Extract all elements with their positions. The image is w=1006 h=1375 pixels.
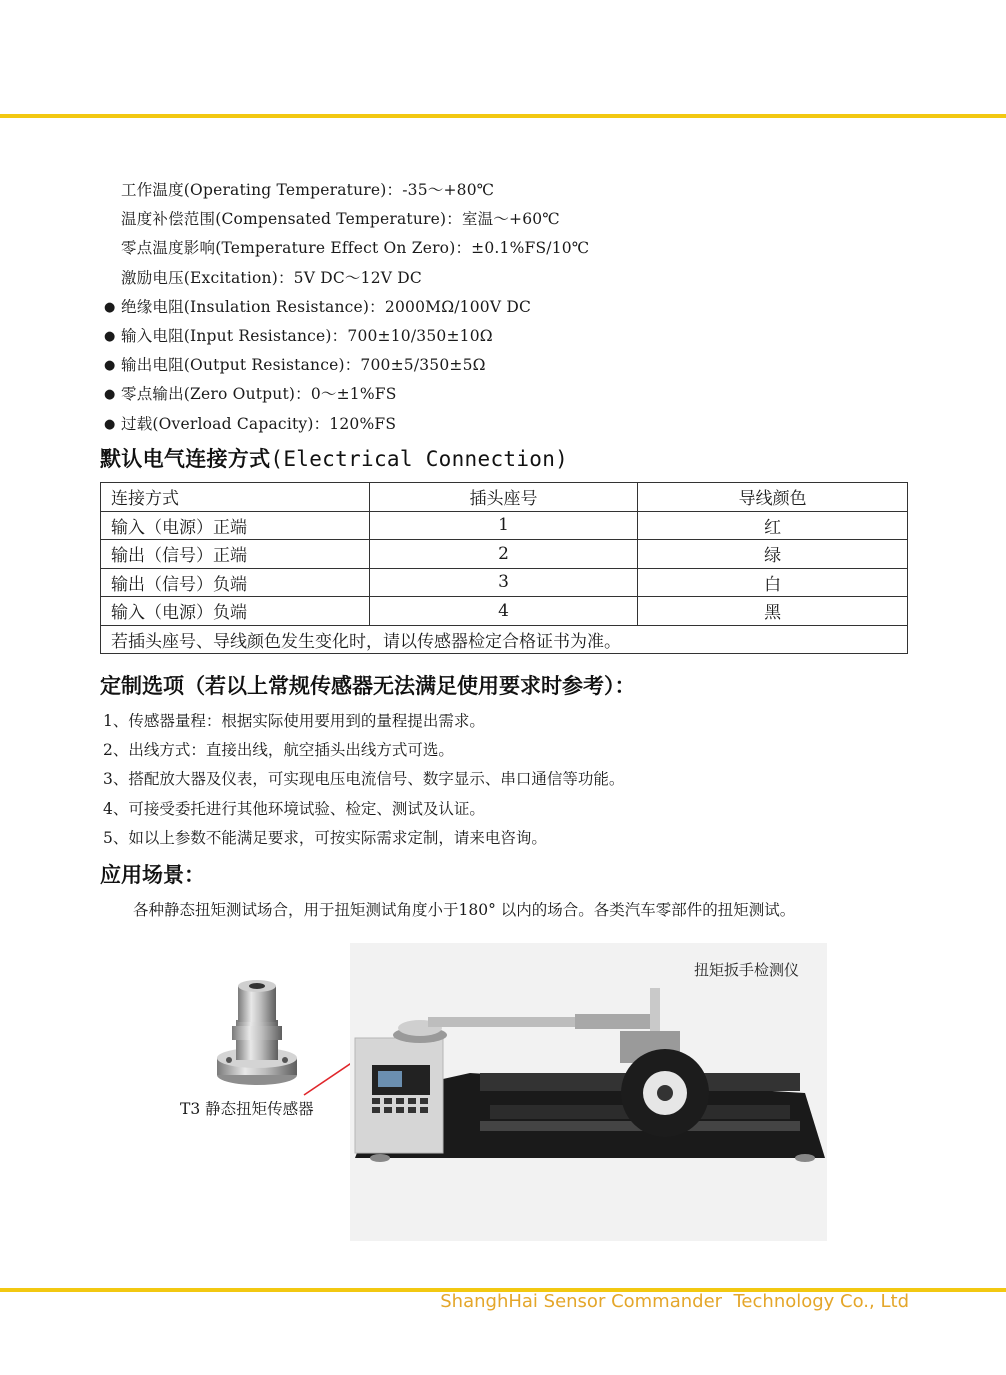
- spec-item: ● 绝缘电阻(Insulation Resistance)：2000MΩ/100V DC: [104, 293, 924, 322]
- table-note: 若插头座号、导线颜色发生变化时，请以传感器检定合格证书为准。: [101, 625, 908, 654]
- list-item: 3、搭配放大器及仪表，可实现电压电流信号、数字显示、串口通信等功能。: [103, 770, 625, 789]
- spec-item: 激励电压(Excitation)：5V DC～12V DC: [121, 268, 422, 287]
- table-cell: 红: [638, 511, 908, 540]
- spec-item: ● 输入电阻(Input Resistance)：700±10/350±10Ω: [104, 322, 924, 351]
- spec-item: ● 零点输出(Zero Output)：0～±1%FS: [104, 380, 924, 409]
- list-item: 2、出线方式：直接出线，航空插头出线方式可选。: [103, 741, 454, 760]
- bullet-icon: ●: [104, 328, 116, 344]
- table-row: [101, 540, 908, 569]
- table-note-row: [101, 625, 908, 654]
- sensor-caption: T3 静态扭矩传感器: [180, 1100, 314, 1118]
- table-cell: 黑: [638, 597, 908, 626]
- table-row: [101, 568, 908, 597]
- table-cell: 绿: [638, 540, 908, 569]
- table-cell: 2: [369, 540, 638, 569]
- spec-item: ● 过载(Overload Capacity)：120%FS: [104, 410, 924, 439]
- table-cell: 输入（电源）正端: [101, 511, 370, 540]
- table-cell: 输出（信号）负端: [101, 568, 370, 597]
- application-heading: 应用场景：: [100, 863, 205, 887]
- spec-item: 零点温度影响(Temperature Effect On Zero)：±0.1%FS/10℃: [121, 239, 590, 258]
- spec-item: ● 输出电阻(Output Resistance)：700±5/350±5Ω: [104, 351, 924, 380]
- list-item: 5、如以上参数不能满足要求，可按实际需求定制，请来电咨询。: [103, 828, 547, 847]
- column-header: 插头座号: [369, 483, 638, 512]
- torque-wrench-tester-photo: [350, 943, 827, 1241]
- tester-illustration: [350, 943, 827, 1241]
- bullet-icon: ●: [104, 416, 116, 432]
- list-item: 1、传感器量程：根据实际使用要用到的量程提出需求。: [103, 712, 485, 730]
- electrical-connection-heading: 默认电气连接方式(Electrical Connection): [100, 447, 569, 471]
- company-name: ShanghHai Sensor Commander Technology Co., Ltd: [440, 1291, 909, 1312]
- custom-options-list: [103, 707, 624, 853]
- spec-item: 温度补偿范围(Compensated Temperature)：室温～+60℃: [121, 210, 560, 229]
- table-cell: 白: [638, 568, 908, 597]
- application-text: 各种静态扭矩测试场合，用于扭矩测试角度小于180° 以内的场合。各类汽车零部件的扭矩测试。: [133, 901, 796, 919]
- list-item: 4、可接受委托进行其他环境试验、检定、测试及认证。: [103, 799, 485, 818]
- table-cell: 输入（电源）负端: [101, 597, 370, 626]
- table-cell: 输出（信号）正端: [101, 540, 370, 569]
- bullet-icon: ●: [104, 299, 116, 315]
- table-row: [101, 511, 908, 540]
- table-header-row: [101, 483, 908, 512]
- custom-options-heading: 定制选项（若以上常规传感器无法满足使用要求时参考）：: [100, 674, 636, 698]
- spec-list: [104, 176, 924, 439]
- torque-sensor-image: [212, 980, 302, 1092]
- top-rule: [0, 114, 1006, 118]
- photo-caption: 扭矩扳手检测仪: [693, 961, 799, 979]
- connection-table: [100, 482, 908, 654]
- bullet-icon: ●: [104, 358, 116, 374]
- column-header: 连接方式: [101, 483, 370, 512]
- spec-item: 工作温度(Operating Temperature)：-35～+80℃: [121, 181, 495, 199]
- table-row: [101, 597, 908, 626]
- table-cell: 4: [369, 597, 638, 626]
- table-cell: 3: [369, 568, 638, 597]
- table-cell: 1: [369, 511, 638, 540]
- column-header: 导线颜色: [638, 483, 908, 512]
- bullet-icon: ●: [104, 387, 116, 403]
